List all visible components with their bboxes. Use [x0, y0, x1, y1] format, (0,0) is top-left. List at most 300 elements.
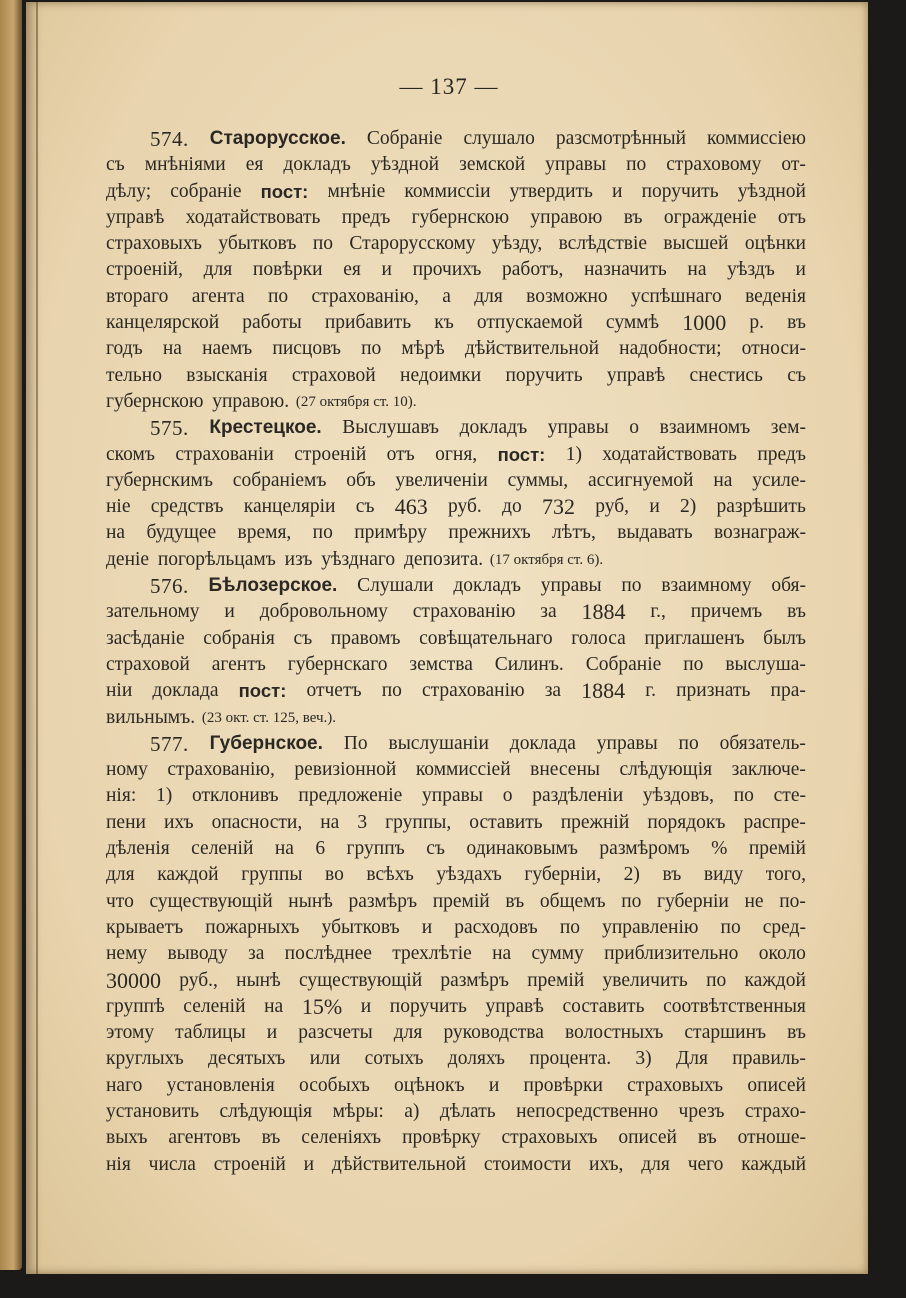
- word: страховыхъ: [106, 233, 202, 255]
- word: (27 октября ст. 10).: [295, 393, 417, 410]
- word: дѣйствительной: [331, 1153, 467, 1175]
- text-line: [106, 1020, 806, 1046]
- word: старшинъ: [684, 1022, 767, 1044]
- word: страховой: [291, 364, 376, 386]
- word: относи-: [741, 338, 806, 360]
- word: въ: [787, 1022, 806, 1044]
- word: будущее: [146, 522, 217, 544]
- word: а: [442, 285, 451, 307]
- word: убытковъ: [321, 916, 400, 938]
- word: надобности;: [619, 338, 722, 360]
- word: нія:: [106, 785, 137, 807]
- word: селеній: [191, 838, 254, 860]
- word: чрезъ: [678, 1100, 725, 1122]
- word: для: [393, 1022, 423, 1044]
- word: По: [343, 732, 368, 754]
- word: годъ: [106, 338, 143, 360]
- word: до: [502, 496, 522, 518]
- word: по: [312, 233, 333, 255]
- word: разсчеты: [298, 1022, 373, 1044]
- word: р.: [749, 312, 764, 334]
- word: страхованію: [421, 680, 525, 702]
- word: отпускаемой: [476, 312, 583, 334]
- word: засѣданіе: [106, 627, 185, 649]
- word: убытковъ: [218, 233, 297, 255]
- word: сумму: [531, 943, 584, 965]
- word: слѣдующія: [619, 759, 713, 781]
- word: строеній,: [106, 259, 183, 281]
- text-line: [106, 836, 806, 862]
- word: страхованію,: [311, 285, 419, 307]
- word: что: [106, 890, 134, 912]
- text-line: [106, 678, 806, 704]
- word: (23 окт. ст. 125, веч.).: [201, 709, 337, 726]
- word: расходовъ: [454, 916, 538, 938]
- word: строеній: [213, 1153, 286, 1175]
- word: и: [649, 496, 660, 518]
- word: ходатайствовать: [185, 206, 321, 228]
- word: составить: [562, 995, 645, 1017]
- text-line: [106, 705, 806, 731]
- word: управы: [545, 154, 607, 176]
- text-line: [106, 284, 806, 310]
- word: руб,: [595, 496, 630, 518]
- word: въ: [787, 312, 806, 334]
- word: размѣромъ: [599, 838, 690, 860]
- word: агентовъ: [168, 1127, 241, 1149]
- word: отъ: [386, 443, 415, 465]
- word: провѣрку: [402, 1127, 481, 1149]
- word: агента: [191, 285, 245, 307]
- entry-heading: Крестецкое.: [209, 417, 322, 439]
- word: прибавить: [324, 312, 412, 334]
- word: мнѣніе: [327, 180, 386, 202]
- word: управы: [422, 785, 483, 807]
- text-line: [106, 520, 806, 546]
- word: причемъ: [690, 601, 763, 623]
- word: собраніемъ: [232, 469, 327, 491]
- word: Собраніе: [366, 128, 443, 149]
- word: зем-: [770, 417, 806, 439]
- word: порядокъ: [647, 811, 726, 833]
- word: вслѣдствіе: [558, 233, 648, 255]
- text-line: [106, 231, 806, 257]
- word: нынѣ: [236, 969, 281, 991]
- word: описей: [618, 1127, 677, 1149]
- word: на: [687, 259, 707, 281]
- word: канцеляріи: [243, 496, 336, 518]
- word: нія: [106, 1153, 131, 1175]
- word: и: [421, 916, 433, 938]
- word: всѣхъ: [366, 864, 414, 886]
- word: этому: [106, 1022, 155, 1044]
- word: мѣрѣ: [401, 338, 445, 360]
- text-line: [106, 257, 806, 283]
- word: Собраніе: [585, 653, 662, 675]
- word: дѣлу;: [106, 180, 152, 202]
- word: повѣрки: [252, 259, 323, 281]
- word: отклонивъ: [192, 785, 279, 807]
- word: предъ: [757, 443, 806, 465]
- word: 732: [541, 494, 575, 520]
- word: губерніи: [657, 890, 729, 912]
- word: виду: [703, 864, 744, 886]
- entry-number: 575.: [150, 416, 189, 441]
- word: уѣзднаго: [321, 548, 396, 570]
- word: управою.: [212, 390, 290, 412]
- word: въ: [623, 206, 643, 228]
- word: примѣру: [354, 522, 428, 544]
- word: управы: [596, 732, 658, 754]
- word: страховой: [106, 653, 190, 675]
- word: группъ: [346, 838, 405, 860]
- word: за: [544, 680, 562, 702]
- word: 3): [635, 1048, 652, 1070]
- word: для: [474, 285, 503, 307]
- word: селеній: [183, 995, 246, 1017]
- word: собранія: [203, 627, 275, 649]
- word: совѣщательнаго: [419, 627, 553, 649]
- word: для: [106, 864, 135, 886]
- word: по: [559, 916, 580, 938]
- word: страхованіи: [175, 443, 274, 465]
- word: по: [361, 338, 382, 360]
- text-line: [106, 126, 806, 152]
- word: огня,: [435, 443, 478, 465]
- word: на: [106, 522, 126, 544]
- word: тельно: [106, 364, 162, 386]
- word: по: [381, 680, 402, 702]
- word: премій: [432, 890, 490, 912]
- word: съ: [787, 364, 806, 386]
- word: ніе: [106, 496, 131, 518]
- word: одинаковымъ: [466, 838, 578, 860]
- word: на: [320, 811, 340, 833]
- word: доклада: [509, 732, 576, 754]
- text-line: [106, 1152, 806, 1178]
- word: управѣ: [606, 364, 666, 386]
- word: управленію: [602, 916, 699, 938]
- word: управѣ: [106, 206, 165, 228]
- word: прочихъ: [412, 259, 482, 281]
- word: страховыхъ: [501, 1127, 598, 1149]
- text-line: [106, 415, 806, 441]
- word: агентъ: [211, 653, 266, 675]
- word: обязатель-: [719, 732, 806, 754]
- text-line: [106, 1099, 806, 1125]
- text-line: [106, 1046, 806, 1072]
- word: вознаграж-: [713, 522, 806, 544]
- word: въ: [505, 890, 525, 912]
- word: страховыхъ: [627, 1074, 724, 1096]
- word: 30000: [106, 967, 161, 993]
- word: каждой: [157, 864, 219, 886]
- word: страхованію,: [167, 759, 275, 781]
- word: десятыхъ: [207, 1048, 286, 1070]
- word: сте-: [773, 785, 806, 807]
- word: въ: [261, 1127, 281, 1149]
- entry-heading: Губернское.: [209, 732, 323, 754]
- word: губернскою: [106, 390, 204, 412]
- word: успѣшнаго: [630, 285, 722, 307]
- word: ассигнуемой: [587, 469, 694, 491]
- word: взысканія: [186, 364, 268, 386]
- word: Выслушавъ: [342, 417, 440, 439]
- word: а): [404, 1100, 420, 1122]
- word: описей: [747, 1074, 806, 1096]
- word: докладъ: [459, 417, 528, 439]
- word: взаимному: [661, 575, 752, 597]
- word: изъ: [284, 548, 313, 570]
- word: уѣздъ: [727, 259, 775, 281]
- word: заключе-: [731, 759, 806, 781]
- word: 1000: [682, 310, 727, 336]
- word: управою: [530, 206, 603, 228]
- entry-number: 576.: [150, 574, 189, 599]
- word: по: [733, 785, 754, 807]
- entry-number: 577.: [150, 731, 189, 756]
- word: ея: [245, 154, 264, 176]
- text-line: [106, 994, 806, 1020]
- word: для: [641, 1153, 670, 1175]
- word: за: [540, 601, 557, 623]
- word: въ: [787, 601, 806, 623]
- word: докладъ: [283, 154, 351, 176]
- word: ходатайствовать: [602, 443, 737, 465]
- word: разрѣшить: [716, 496, 806, 518]
- word: оставить: [469, 811, 543, 833]
- word: г.,: [650, 601, 666, 623]
- word: былъ: [763, 627, 806, 649]
- word: пра-: [770, 680, 806, 702]
- word: уѣздной: [370, 154, 440, 176]
- word: и: [303, 1153, 315, 1175]
- word: съ: [426, 838, 445, 860]
- word: деніе: [106, 548, 150, 570]
- word: выслуша-: [725, 653, 806, 675]
- word: о: [502, 785, 513, 807]
- word: по: [706, 969, 727, 991]
- word: строеній: [294, 443, 367, 465]
- word: ніи: [106, 680, 133, 702]
- word: уѣздовъ,: [642, 785, 714, 807]
- word: предложеніе: [298, 785, 403, 807]
- text-line: [106, 626, 806, 652]
- word: каждый: [741, 1153, 806, 1175]
- word: особыхъ: [299, 1074, 370, 1096]
- word: работы: [242, 312, 302, 334]
- word: по: [312, 522, 333, 544]
- word: писцовъ: [272, 338, 341, 360]
- word: 1884: [581, 599, 626, 625]
- word: приглашенъ: [644, 627, 745, 649]
- word: управы: [547, 417, 609, 439]
- word: и: [224, 601, 235, 623]
- word: трехлѣтіе: [392, 943, 472, 965]
- word: пени: [106, 811, 146, 833]
- word: установленія: [166, 1074, 275, 1096]
- word: по: [720, 916, 741, 938]
- word: доляхъ: [447, 1048, 506, 1070]
- previous-page-edge: [0, 0, 22, 1270]
- word: за: [248, 943, 265, 965]
- word: и: [360, 995, 372, 1017]
- text-line: [106, 941, 806, 967]
- word: и: [381, 259, 392, 281]
- word: губерніи,: [524, 864, 602, 886]
- word: премій: [527, 969, 585, 991]
- word: распре-: [743, 811, 806, 833]
- word: огражденіе: [663, 206, 757, 228]
- word: круглыхъ: [106, 1048, 184, 1070]
- word: установить: [106, 1100, 200, 1122]
- word: 15%: [301, 993, 343, 1019]
- word: того,: [765, 864, 806, 886]
- word: ихъ: [164, 811, 194, 833]
- word: опасности,: [211, 811, 303, 833]
- text-line: [106, 179, 806, 205]
- word: высшей: [663, 233, 729, 255]
- word: выводу: [167, 943, 228, 965]
- word: поручить: [505, 364, 583, 386]
- word: общемъ: [539, 890, 606, 912]
- entry-heading: Бѣлозерское.: [208, 575, 338, 597]
- word: 3: [357, 811, 368, 833]
- text-line: [106, 968, 806, 994]
- word: на: [264, 995, 284, 1017]
- word: непосредственно: [516, 1100, 659, 1122]
- word: крываетъ: [106, 916, 184, 938]
- word: усиле-: [752, 469, 806, 491]
- word: %: [711, 838, 728, 860]
- word: собраніе: [170, 180, 242, 202]
- text-line: [106, 757, 806, 783]
- text-line: [106, 336, 806, 362]
- page-text-body: [106, 126, 806, 1178]
- word: недоимки: [400, 364, 482, 386]
- word: страховому: [666, 154, 762, 176]
- word: слѣдующія: [219, 1100, 313, 1122]
- word: по: [267, 285, 289, 307]
- word: существующій: [149, 890, 273, 912]
- word: волостныхъ: [564, 1022, 664, 1044]
- word: руб.,: [179, 969, 218, 991]
- word: зательному: [106, 601, 200, 623]
- word: съ: [355, 496, 375, 518]
- word: дѣлать: [439, 1100, 496, 1122]
- word: въ: [697, 1127, 717, 1149]
- word: и: [266, 1022, 278, 1044]
- word: докладъ: [453, 575, 521, 597]
- entry-heading: Старорусское.: [209, 128, 346, 149]
- word: увеличить: [602, 969, 688, 991]
- text-line: [106, 915, 806, 941]
- word: Для: [675, 1048, 708, 1070]
- word: лѣтъ,: [552, 522, 596, 544]
- word: голоса: [571, 627, 626, 649]
- word: земской: [459, 154, 526, 176]
- word: прежнихъ: [448, 522, 531, 544]
- word: ихъ,: [589, 1153, 624, 1175]
- word: уѣздахъ: [436, 864, 502, 886]
- text-line: [106, 1073, 806, 1099]
- word: 463: [394, 494, 428, 520]
- word: выхъ: [106, 1127, 148, 1149]
- word: размѣръ: [348, 890, 418, 912]
- word: дѣленія: [106, 838, 170, 860]
- word: оцѣнки: [744, 233, 806, 255]
- word: сред-: [762, 916, 806, 938]
- word: губернскимъ: [106, 469, 213, 491]
- word: стоимости: [483, 1153, 572, 1175]
- word: правомъ: [330, 627, 401, 649]
- word: коммиссіей: [415, 759, 511, 781]
- word: снестись: [689, 364, 763, 386]
- word: для: [203, 259, 233, 281]
- word: мѣры:: [332, 1100, 384, 1122]
- word: оцѣнокъ: [394, 1074, 465, 1096]
- word: группы: [241, 864, 303, 886]
- word: страхо-: [744, 1100, 806, 1122]
- word: послѣднее: [284, 943, 372, 965]
- word: премій: [748, 838, 806, 860]
- word: съ: [106, 154, 125, 176]
- word: нынѣ: [288, 890, 333, 912]
- word: втораго: [106, 285, 169, 307]
- word: по: [678, 732, 699, 754]
- word: селеніяхъ: [301, 1127, 382, 1149]
- word: предъ: [341, 206, 391, 228]
- word: от-: [781, 154, 806, 176]
- word: наго: [106, 1074, 143, 1096]
- word: по: [683, 653, 704, 675]
- word: 2): [623, 864, 640, 886]
- word: пост:: [238, 680, 287, 702]
- word: по: [621, 575, 642, 597]
- text-line: [106, 731, 806, 757]
- word: по-: [779, 890, 806, 912]
- word: въ: [662, 864, 682, 886]
- word: соотвѣтственныя: [663, 995, 806, 1017]
- word: выдавать: [617, 522, 693, 544]
- word: ному: [106, 759, 148, 781]
- word: управѣ: [485, 995, 544, 1017]
- word: скомъ: [106, 443, 155, 465]
- word: ея: [343, 259, 361, 281]
- word: группы,: [385, 811, 452, 833]
- text-line: [106, 310, 806, 336]
- word: работъ,: [502, 259, 564, 281]
- text-line: [106, 363, 806, 389]
- word: поручить: [641, 180, 719, 202]
- word: губернскою: [411, 206, 510, 228]
- text-line: [106, 389, 806, 415]
- word: наемъ: [202, 338, 253, 360]
- word: дѣйствительной: [464, 338, 599, 360]
- word: средствъ: [150, 496, 224, 518]
- word: (17 октября ст. 6).: [489, 551, 604, 568]
- word: доклада: [152, 680, 219, 702]
- word: утвердить: [509, 180, 593, 202]
- text-line: [106, 547, 806, 573]
- word: коммиссiею: [707, 128, 806, 149]
- word: губернскаго: [287, 653, 388, 675]
- word: процента.: [529, 1048, 612, 1070]
- word: и: [795, 259, 806, 281]
- word: прежній: [560, 811, 630, 833]
- word: числа: [148, 1153, 196, 1175]
- text-line: [106, 494, 806, 520]
